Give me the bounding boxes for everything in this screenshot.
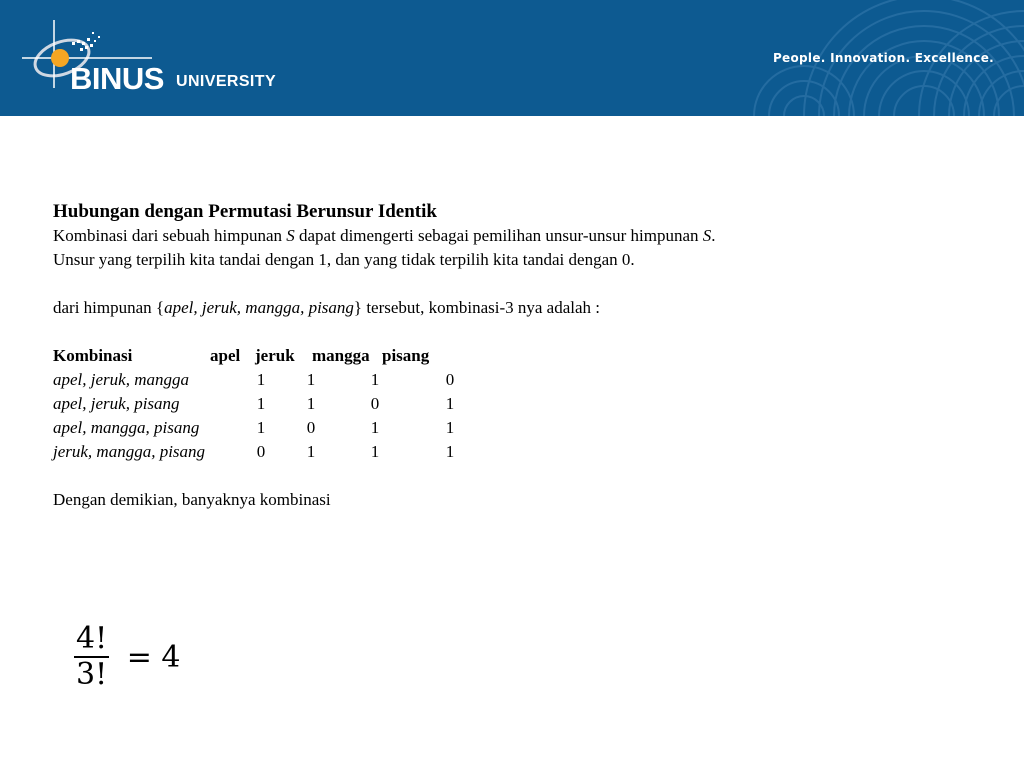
- combination-table: [53, 344, 442, 368]
- cell-value: 1: [445, 442, 455, 461]
- combination-table-body: [53, 368, 493, 464]
- set-symbol: S: [286, 226, 295, 245]
- cell-value: 1: [370, 418, 380, 437]
- row-name: apel, jeruk, mangga: [53, 370, 189, 389]
- header-mangga: mangga: [312, 346, 370, 365]
- cell-value: 1: [370, 442, 380, 461]
- brand-subtitle: UNIVERSITY: [176, 73, 277, 90]
- fraction: [74, 622, 109, 692]
- header-kombinasi: Kombinasi: [53, 346, 133, 365]
- header-apel: apel: [210, 346, 241, 365]
- cell-value: 1: [445, 418, 455, 437]
- paragraph-1-text-b: dapat dimengerti sebagai pemilihan unsur-unsur himpunan: [294, 226, 703, 245]
- cell-value: 1: [256, 418, 266, 437]
- tagline: People. Innovation. Excellence.: [772, 51, 994, 65]
- slide-title: Hubungan dengan Permutasi Berunsur Identik: [53, 201, 437, 222]
- table-row: [53, 392, 493, 416]
- paragraph-3: [53, 296, 953, 320]
- table-row: [53, 416, 493, 440]
- paragraph-2: Unsur yang terpilih kita tandai dengan 1, dan yang tidak terpilih kita tandai dengan 0.: [53, 250, 635, 269]
- table-header-row: [53, 344, 442, 368]
- header-jeruk: jeruk: [255, 346, 295, 365]
- paragraph-3-text-a: dari himpunan {: [53, 298, 165, 317]
- cell-value: 1: [306, 370, 316, 389]
- cell-value: 1: [306, 394, 316, 413]
- row-name: apel, jeruk, pisang: [53, 394, 180, 413]
- paragraph-3-text-b: } tersebut, kombinasi-3 nya adalah :: [353, 298, 601, 317]
- row-name: apel, mangga, pisang: [53, 418, 200, 437]
- binus-logo[interactable]: [22, 18, 302, 102]
- cell-value: 0: [445, 370, 455, 389]
- cell-value: 1: [370, 370, 380, 389]
- header-pisang: pisang: [382, 346, 430, 365]
- fraction-denominator: 3!: [76, 657, 108, 692]
- brand-name: BINUS: [70, 61, 164, 96]
- cell-value: 1: [445, 394, 455, 413]
- fraction-numerator: 4!: [76, 621, 108, 656]
- paragraph-1-text-a: Kombinasi dari sebuah himpunan: [53, 226, 287, 245]
- set-symbol: S: [702, 226, 712, 245]
- paragraph-1-text-c: .: [711, 226, 716, 245]
- slide-content: [53, 200, 953, 512]
- cell-value: 0: [306, 418, 316, 437]
- table-row: [53, 368, 493, 392]
- paragraph-1: [53, 224, 953, 248]
- combination-formula: [74, 622, 180, 692]
- cell-value: 1: [256, 370, 266, 389]
- cell-value: 1: [306, 442, 316, 461]
- cell-value: 0: [256, 442, 266, 461]
- cell-value: 0: [370, 394, 380, 413]
- row-name: jeruk, mangga, pisang: [53, 442, 206, 461]
- cell-value: 1: [256, 394, 266, 413]
- set-members: apel, jeruk, mangga, pisang: [164, 298, 354, 317]
- table-row: [53, 440, 493, 464]
- conclusion-text: Dengan demikian, banyaknya kombinasi: [53, 490, 331, 509]
- formula-result: = 4: [126, 639, 181, 675]
- header-banner: [0, 0, 1024, 116]
